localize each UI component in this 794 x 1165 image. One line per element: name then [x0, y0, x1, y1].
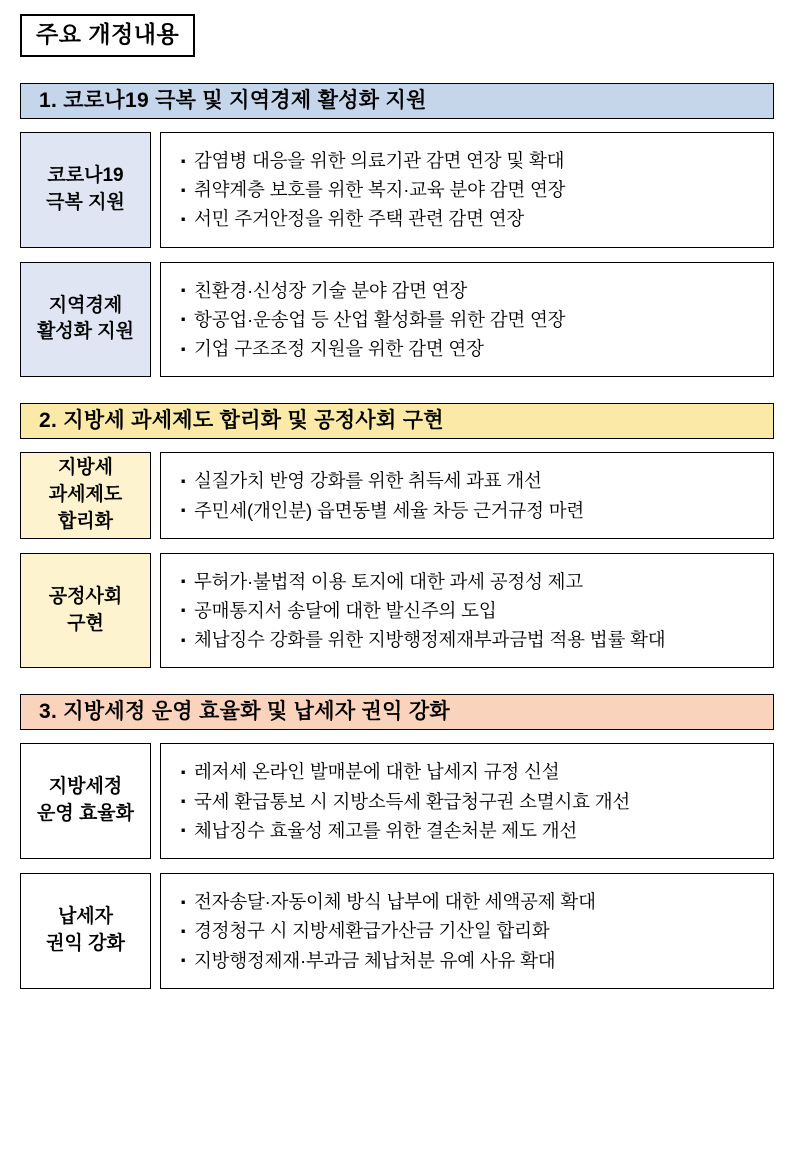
- bullet-list: [177, 567, 759, 655]
- table-row: [20, 132, 774, 248]
- table-row: [20, 743, 774, 859]
- list-item: · 체납징수 효율성 제고를 위한 결손처분 제도 개선: [177, 816, 759, 845]
- list-item: · 레저세 온라인 발매분에 대한 납세지 규정 신설: [177, 757, 759, 786]
- row-label-line: 지역경제: [48, 294, 123, 316]
- row-body: [160, 553, 774, 669]
- row-label: [20, 873, 151, 989]
- row-label-line: 극복 지원: [46, 191, 125, 213]
- list-item: · 지방행정제재·부과금 체납처분 유예 사유 확대: [177, 946, 759, 975]
- section-1-heading: 1. 코로나19 극복 및 지역경제 활성화 지원: [20, 83, 774, 119]
- row-label-line: 지방세정: [48, 776, 123, 798]
- row-label-line: 코로나19: [47, 164, 124, 186]
- row-label-line: 합리화: [57, 511, 114, 533]
- section-1: [20, 83, 774, 377]
- list-item: · 경정청구 시 지방세환급가산금 기산일 합리화: [177, 916, 759, 945]
- row-body: [160, 452, 774, 538]
- list-item: · 공매통지서 송달에 대한 발신주의 도입: [177, 596, 759, 625]
- section-2-heading: 2. 지방세 과세제도 합리화 및 공정사회 구현: [20, 403, 774, 439]
- list-item: · 주민세(개인분) 읍면동별 세율 차등 근거규정 마련: [177, 496, 759, 525]
- row-label: [20, 132, 151, 248]
- bullet-list: [177, 887, 759, 975]
- section-1-rows: [20, 132, 774, 377]
- row-label: [20, 553, 151, 669]
- section-2: [20, 403, 774, 668]
- row-label: [20, 743, 151, 859]
- row-body: [160, 132, 774, 248]
- row-body: [160, 743, 774, 859]
- section-3: [20, 694, 774, 988]
- row-label-line: 권익 강화: [46, 932, 125, 954]
- bullet-list: [177, 466, 759, 524]
- list-item: · 항공업·운송업 등 산업 활성화를 위한 감면 연장: [177, 305, 759, 334]
- list-item: · 무허가·불법적 이용 토지에 대한 과세 공정성 제고: [177, 567, 759, 596]
- list-item: · 체납징수 강화를 위한 지방행정제재부과금법 적용 법률 확대: [177, 625, 759, 654]
- row-label-line: 납세자: [57, 905, 114, 927]
- row-body: [160, 873, 774, 989]
- row-label-line: 과세제도: [48, 484, 123, 506]
- list-item: · 서민 주거안정을 위한 주택 관련 감면 연장: [177, 204, 759, 233]
- row-label: [20, 452, 151, 538]
- section-3-rows: [20, 743, 774, 988]
- list-item: · 국세 환급통보 시 지방소득세 환급청구권 소멸시효 개선: [177, 787, 759, 816]
- row-label-line: 운영 효율화: [36, 803, 135, 825]
- section-2-rows: [20, 452, 774, 668]
- list-item: · 친환경·신성장 기술 분야 감면 연장: [177, 276, 759, 305]
- list-item: · 전자송달·자동이체 방식 납부에 대한 세액공제 확대: [177, 887, 759, 916]
- row-label-line: 지방세: [57, 457, 114, 479]
- bullet-list: [177, 276, 759, 364]
- list-item: · 실질가치 반영 강화를 위한 취득세 과표 개선: [177, 466, 759, 495]
- list-item: · 감염병 대응을 위한 의료기관 감면 연장 및 확대: [177, 146, 759, 175]
- row-label-line: 공정사회: [48, 585, 123, 607]
- table-row: [20, 873, 774, 989]
- row-body: [160, 262, 774, 378]
- list-item: · 기업 구조조정 지원을 위한 감면 연장: [177, 334, 759, 363]
- section-3-heading: 3. 지방세정 운영 효율화 및 납세자 권익 강화: [20, 694, 774, 730]
- table-row: [20, 553, 774, 669]
- bullet-list: [177, 757, 759, 845]
- row-label-line: 활성화 지원: [36, 321, 135, 343]
- table-row: [20, 262, 774, 378]
- bullet-list: [177, 146, 759, 234]
- table-row: [20, 452, 774, 538]
- row-label: [20, 262, 151, 378]
- list-item: · 취약계층 보호를 위한 복지·교육 분야 감면 연장: [177, 175, 759, 204]
- page-title: 주요 개정내용: [20, 14, 195, 57]
- row-label-line: 구현: [67, 612, 104, 634]
